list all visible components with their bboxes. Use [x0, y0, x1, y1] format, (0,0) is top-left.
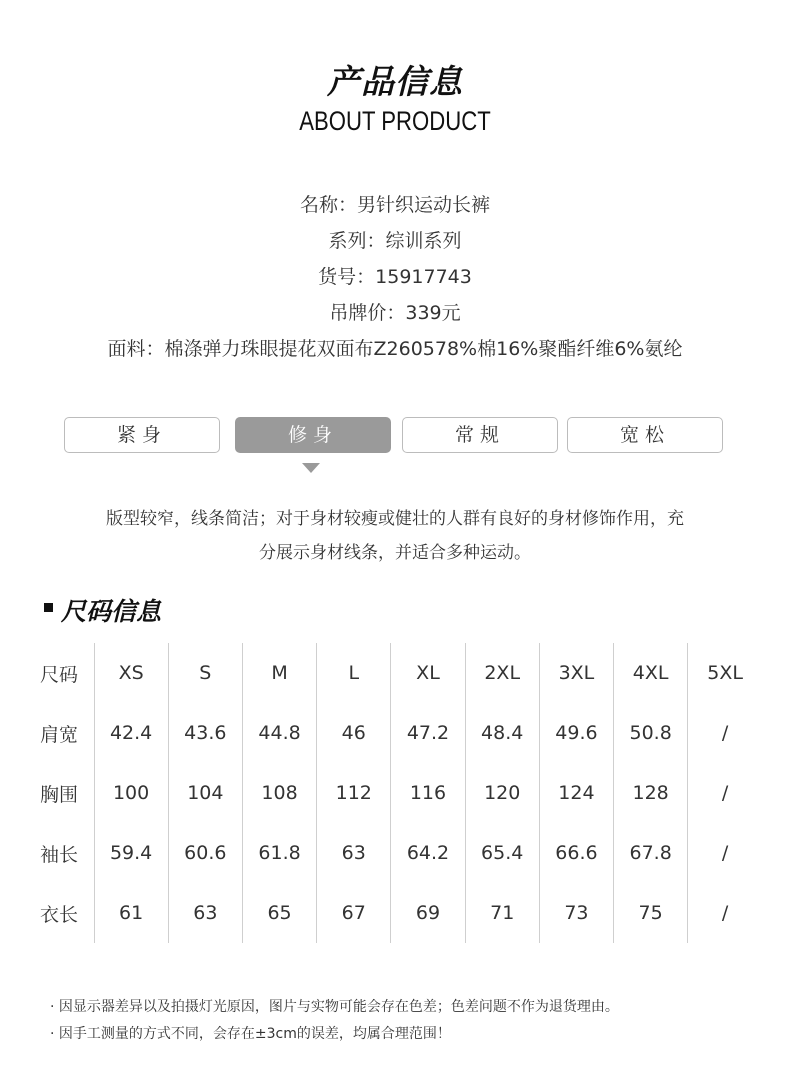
size-cell: 43.6 [168, 703, 242, 763]
size-table [22, 643, 762, 943]
fit-tabs [64, 417, 724, 453]
tab-fit-regular[interactable]: 常规 [402, 417, 558, 453]
size-cell: 2XL [465, 643, 539, 703]
size-cell: 120 [465, 763, 539, 823]
size-cell: 108 [242, 763, 316, 823]
size-cell: 75 [614, 883, 688, 943]
size-cell: 60.6 [168, 823, 242, 883]
size-cell: 67 [317, 883, 391, 943]
page-subtitle: ABOUT PRODUCT [299, 106, 491, 136]
size-cell: 50.8 [614, 703, 688, 763]
product-price: 吊牌价：339元 [329, 302, 461, 324]
active-tab-pointer-icon [302, 463, 320, 473]
size-cell: 64.2 [391, 823, 465, 883]
tab-fit-tight[interactable]: 紧身 [64, 417, 220, 453]
size-section-title: 尺码信息 [61, 597, 162, 626]
size-cell: 124 [539, 763, 613, 823]
product-sku: 货号：15917743 [318, 266, 472, 288]
size-cell: 5XL [688, 643, 762, 703]
table-header-row [22, 643, 762, 703]
size-cell: 73 [539, 883, 613, 943]
size-cell: 116 [391, 763, 465, 823]
size-cell: 65 [242, 883, 316, 943]
size-cell: 128 [614, 763, 688, 823]
size-cell: 69 [391, 883, 465, 943]
row-label: 袖长 [40, 843, 79, 866]
size-cell: / [688, 823, 762, 883]
size-cell: 49.6 [539, 703, 613, 763]
fit-description-line1: 版型较窄，线条简洁；对于身材较瘦或健壮的人群有良好的身材修饰作用，充 [106, 509, 684, 529]
note-color-difference: · 因显示器差异以及拍摄灯光原因，图片与实物可能会存在色差；色差问题不作为退货理由。 [50, 999, 619, 1015]
product-series: 系列：综训系列 [328, 230, 462, 252]
product-fabric: 面料：棉涤弹力珠眼提花双面布Z260578%棉16%聚酯纤维6%氨纶 [107, 338, 683, 360]
row-label: 尺码 [40, 663, 79, 686]
size-cell: 42.4 [94, 703, 168, 763]
size-cell: 48.4 [465, 703, 539, 763]
size-cell: / [688, 883, 762, 943]
size-cell: 100 [94, 763, 168, 823]
size-cell: S [168, 643, 242, 703]
row-label: 衣长 [40, 903, 79, 926]
size-cell: 59.4 [94, 823, 168, 883]
size-cell: XL [391, 643, 465, 703]
table-row [22, 703, 762, 763]
size-cell: 3XL [539, 643, 613, 703]
size-cell: 104 [168, 763, 242, 823]
table-row [22, 883, 762, 943]
size-cell: 63 [317, 823, 391, 883]
size-cell: L [317, 643, 391, 703]
size-cell: 71 [465, 883, 539, 943]
size-cell: 65.4 [465, 823, 539, 883]
size-cell: M [242, 643, 316, 703]
page-title: 产品信息 [327, 62, 463, 101]
size-cell: XS [94, 643, 168, 703]
size-cell: 46 [317, 703, 391, 763]
product-name: 名称：男针织运动长裤 [299, 194, 490, 216]
table-row [22, 823, 762, 883]
size-cell: 61.8 [242, 823, 316, 883]
size-cell: 47.2 [391, 703, 465, 763]
size-cell: 66.6 [539, 823, 613, 883]
row-label: 胸围 [40, 783, 79, 806]
size-cell: 61 [94, 883, 168, 943]
row-label: 肩宽 [40, 723, 79, 746]
size-cell: / [688, 763, 762, 823]
size-cell: 112 [317, 763, 391, 823]
tab-fit-slim[interactable]: 修身 [235, 417, 391, 453]
size-cell: 44.8 [242, 703, 316, 763]
fit-description-line2: 分展示身材线条，并适合多种运动。 [259, 543, 531, 563]
size-cell: / [688, 703, 762, 763]
tab-fit-loose[interactable]: 宽松 [567, 417, 723, 453]
size-cell: 63 [168, 883, 242, 943]
note-measurement-error: · 因手工测量的方式不同，会存在±3cm的误差，均属合理范围！ [50, 1026, 451, 1042]
size-cell: 4XL [614, 643, 688, 703]
table-row [22, 763, 762, 823]
size-cell: 67.8 [614, 823, 688, 883]
